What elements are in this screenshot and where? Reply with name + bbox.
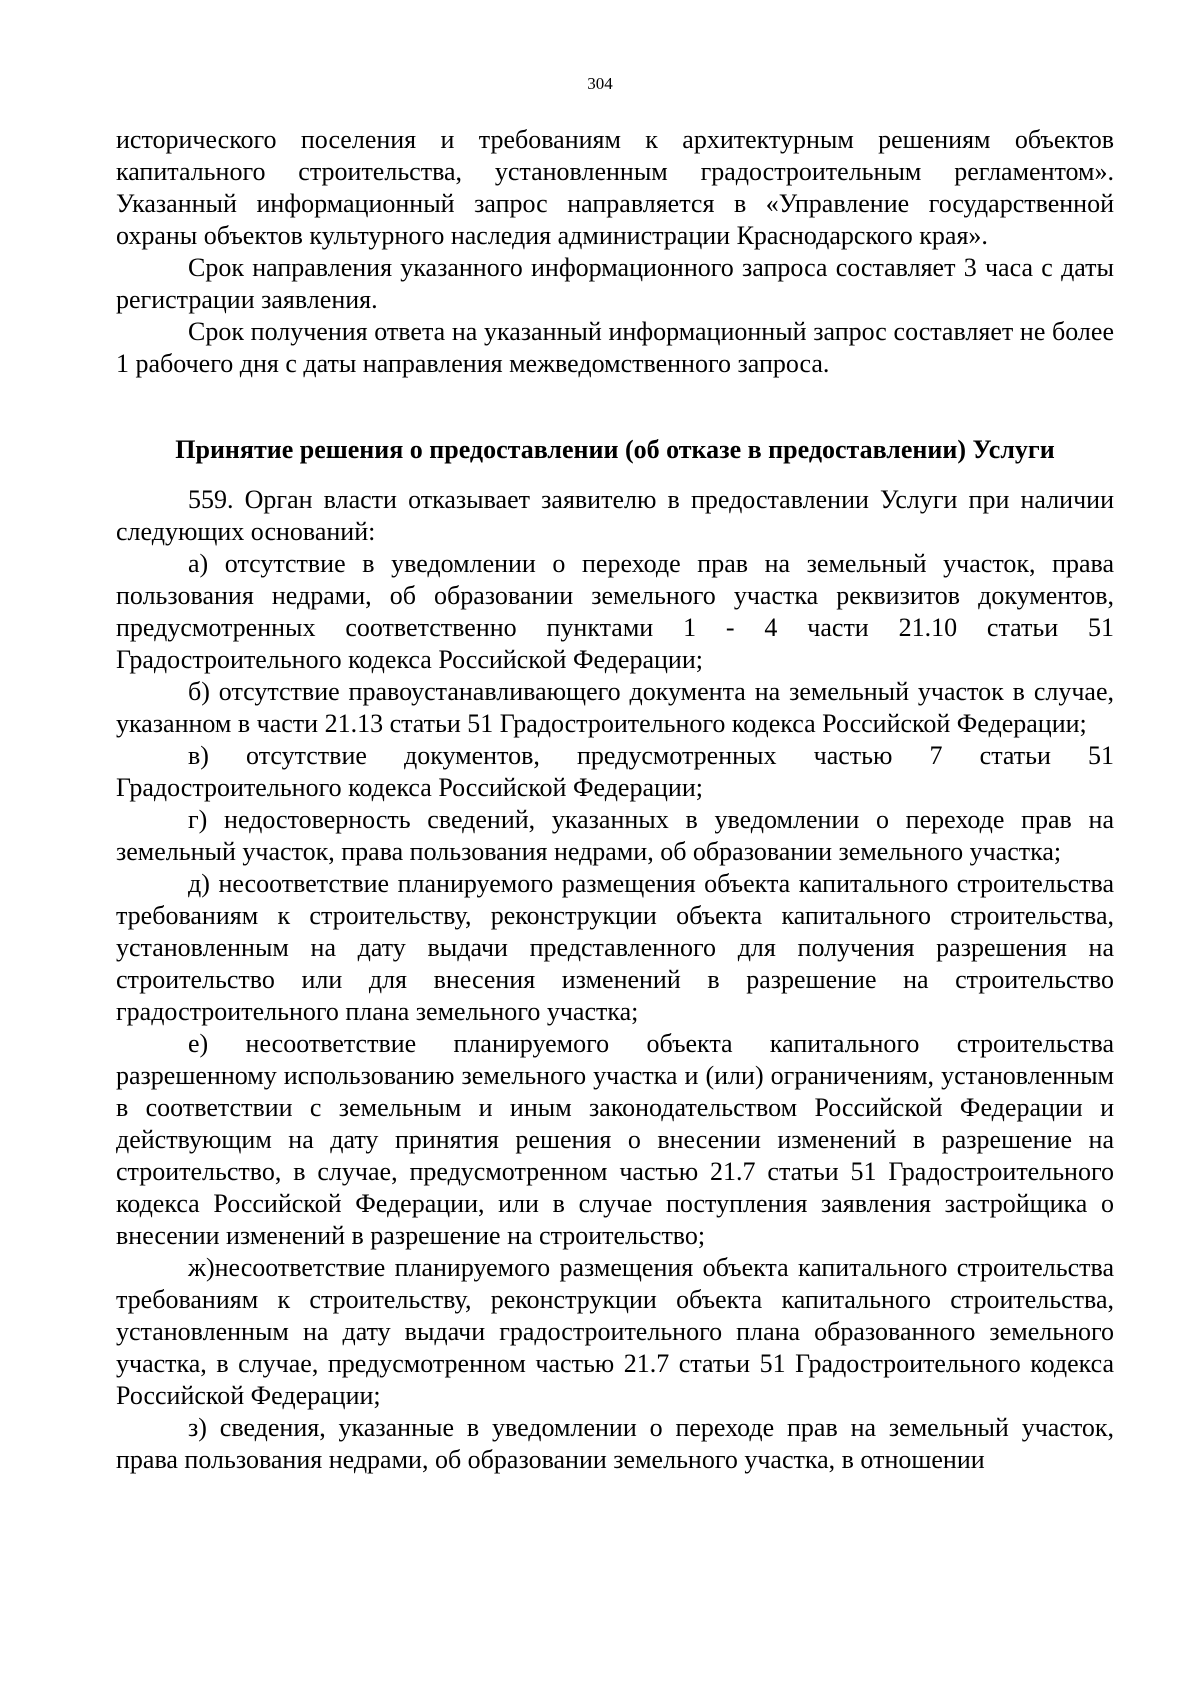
paragraph-response-deadline: Срок получения ответа на указанный информационный запрос составляет не более 1 рабочего дня с даты направления межведомственного запроса. bbox=[116, 317, 1114, 378]
list-item-d: д) несоответствие планируемого размещения объекта капитального строительства требованиям к строительству, реконструкции объекта капитального строительства, установленным на дату выдачи представленного для получения разрешения на строительство или для внесения изменений в разрешение на строительство градостроительного плана земельного участка; bbox=[116, 869, 1114, 1026]
section-heading: Принятие решения о предоставлении (об отказе в предоставлении) Услуги bbox=[175, 435, 1055, 464]
paragraph-continuation: исторического поселения и требованиям к архитектурным решениям объектов капитального строительства, установленным градостроительным регламентом». Указанный информационный запрос направляется в «Управление государственной охраны объектов культурного наследия администрации Краснодарского края». bbox=[116, 125, 1114, 250]
list-item-b: б) отсутствие правоустанавливающего документа на земельный участок в случае, указанном в части 21.13 статьи 51 Градостроительного кодекса Российской Федерации; bbox=[116, 677, 1114, 738]
list-item-zh: ж)несоответствие планируемого размещения объекта капитального строительства требованиям к строительству, реконструкции объекта капитального строительства, установленным на дату выдачи градостроительного плана образованного земельного участка, в случае, предусмотренном частью 21.7 статьи 51 Градостроительного кодекса Российской Федерации; bbox=[116, 1253, 1114, 1410]
list-item-g: г) недостоверность сведений, указанных в уведомлении о переходе прав на земельный участок, права пользования недрами, об образовании земельного участка; bbox=[116, 805, 1114, 866]
list-item-e: е) несоответствие планируемого объекта капитального строительства разрешенному использованию земельного участка и (или) ограничениям, установленным в соответствии с земельным и иным законодательством Российской Федерации и действующим на дату принятия решения о внесении изменений в разрешение на строительство, в случае, предусмотренном частью 21.7 статьи 51 Градостроительного кодекса Российской Федерации, или в случае поступления заявления застройщика о внесении изменений в разрешение на строительство; bbox=[116, 1029, 1114, 1250]
list-item-z: з) сведения, указанные в уведомлении о переходе прав на земельный участок, права пользования недрами, об образовании земельного участка, в отношении bbox=[116, 1413, 1114, 1474]
spacer bbox=[116, 380, 1114, 434]
spacer bbox=[116, 466, 1114, 484]
list-item-v: в) отсутствие документов, предусмотренных частью 7 статьи 51 Градостроительного кодекса Российской Федерации; bbox=[116, 741, 1114, 802]
page-number: 304 bbox=[587, 74, 613, 93]
paragraph-request-deadline: Срок направления указанного информационного запроса составляет 3 часа с даты регистрации заявления. bbox=[116, 253, 1114, 314]
document-body bbox=[116, 124, 1114, 1476]
list-item-a: а) отсутствие в уведомлении о переходе прав на земельный участок, права пользования недрами, об образовании земельного участка реквизитов документов, предусмотренных соответственно пунктами 1 - 4 части 21.10 статьи 51 Градостроительного кодекса Российской Федерации; bbox=[116, 549, 1114, 674]
paragraph-559: 559. Орган власти отказывает заявителю в предоставлении Услуги при наличии следующих оснований: bbox=[116, 485, 1114, 546]
